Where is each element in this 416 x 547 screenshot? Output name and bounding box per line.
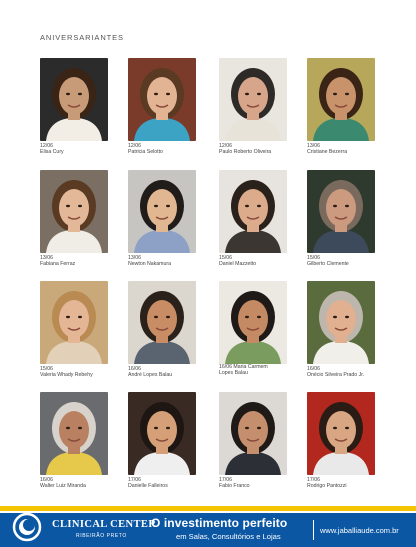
person-photo (40, 281, 108, 364)
person-name: Onécio Silveira Prado Jr. (307, 372, 365, 378)
birthday-date: 12/06 (128, 143, 141, 149)
brand-name: CLINICAL CENTER (52, 519, 157, 530)
birthday-date: 12/06 (40, 143, 53, 149)
clinical-center-logo-icon (12, 512, 42, 542)
person-card (128, 281, 198, 378)
person-name: Newton Nakamura (128, 261, 171, 267)
person-name: Patricia Selotto (128, 149, 163, 155)
website-link[interactable]: www.jaballiaude.com.br (320, 526, 399, 535)
birthday-date: 12/06 (219, 143, 232, 149)
birthday-date: 15/06 (307, 255, 320, 261)
banner-headline: O investimento perfeito (151, 516, 288, 530)
birthday-date: 15/06 (219, 255, 232, 261)
person-card (40, 58, 110, 155)
person-photo (40, 392, 108, 475)
person-photo (40, 170, 108, 253)
person-photo (307, 392, 375, 475)
person-card (40, 392, 110, 489)
person-card (219, 58, 289, 155)
person-photo (307, 58, 375, 141)
person-card (219, 281, 289, 376)
footer-banner[interactable] (0, 503, 416, 547)
person-photo (40, 58, 108, 141)
person-name: Walter Luiz Miranda (40, 483, 86, 489)
person-card (40, 281, 110, 378)
birthday-date: 17/06 (307, 477, 320, 483)
person-card (307, 170, 377, 267)
person-name: Cristiane Bezerra (307, 149, 348, 155)
birthday-date: 16/06 (307, 366, 320, 372)
person-photo (219, 58, 287, 141)
person-card (307, 392, 377, 489)
person-name: Daniel Mazzetto (219, 261, 257, 267)
person-card (307, 281, 377, 378)
person-name: Paulo Roberto Oliveira (219, 149, 272, 155)
person-card (128, 170, 198, 267)
person-card (128, 392, 198, 489)
person-card (307, 58, 377, 155)
section-title: ANIVERSARIANTES (40, 33, 124, 42)
banner-divider (313, 520, 314, 540)
person-photo (128, 392, 196, 475)
person-name: Fabiana Ferraz (40, 261, 76, 267)
person-photo (307, 281, 375, 364)
person-card (219, 392, 289, 489)
person-photo (219, 392, 287, 475)
person-photo (128, 170, 196, 253)
birthday-date: 17/06 (219, 477, 232, 483)
person-name: Fabio Franco (219, 483, 250, 489)
banner-subheadline: em Salas, Consultórios e Lojas (176, 532, 281, 541)
person-photo (128, 281, 196, 364)
person-name: Gilberto Clemente (307, 261, 349, 267)
birthday-date: 16/06 (40, 477, 53, 483)
birthday-date: 16/06 (128, 366, 141, 372)
person-photo (219, 281, 287, 364)
person-photo (307, 170, 375, 253)
person-name: Valeria Whady Rebehy (40, 372, 93, 378)
person-name: Danielle Falleiros (128, 483, 168, 489)
person-card (128, 58, 198, 155)
person-name: Rodrigo Pantozzi (307, 483, 347, 489)
birthday-date: 17/06 (128, 477, 141, 483)
person-name: André Lopes Balau (128, 372, 173, 378)
person-photo (219, 170, 287, 253)
person-name: 16/06 Maria Carmem Lopes Balau (219, 364, 268, 376)
brand-city: RIBEIRÃO PRETO (76, 533, 127, 539)
birthday-date: 13/06 (307, 143, 320, 149)
person-name: Elisa Cury (40, 149, 64, 155)
birthday-date: 13/06 (128, 255, 141, 261)
person-photo (128, 58, 196, 141)
birthday-date: 13/06 (40, 255, 53, 261)
person-card (219, 170, 289, 267)
person-card (40, 170, 110, 267)
birthday-date: 15/06 (40, 366, 53, 372)
